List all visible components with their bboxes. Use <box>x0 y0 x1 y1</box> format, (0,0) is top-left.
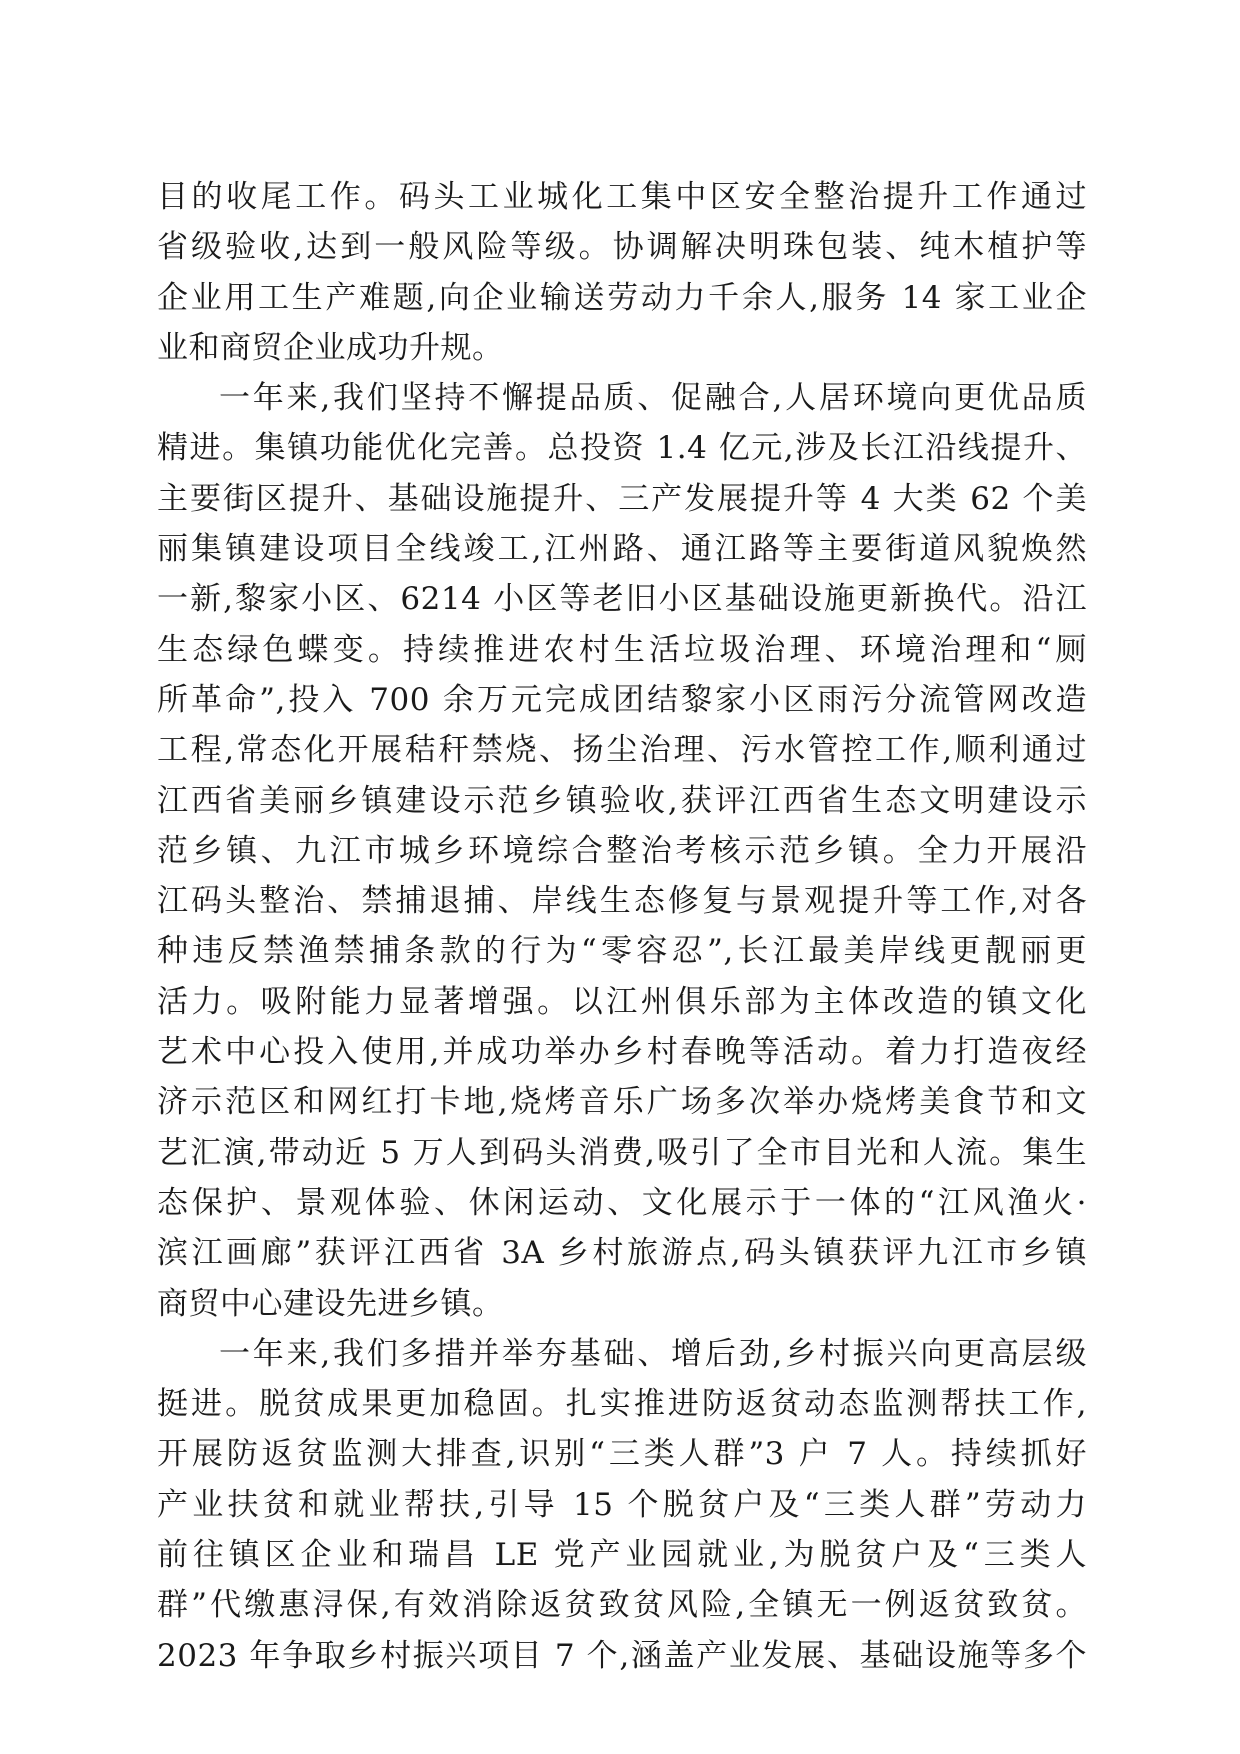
text-line: 济示范区和网红打卡地,烧烤音乐广场多次举办烧烤美食节和文 <box>157 1084 1087 1121</box>
text-line: 范乡镇、九江市城乡环境综合整治考核示范乡镇。全力开展沿 <box>157 832 1087 869</box>
text-line: 一新,黎家小区、6214 小区等老旧小区基础设施更新换代。沿江 <box>157 581 1087 618</box>
text-line: 江码头整治、禁捕退捕、岸线生态修复与景观提升等工作,对各 <box>157 883 1087 920</box>
text-line: 企业用工生产难题,向企业输送劳动力千余人,服务 14 家工业企 <box>157 279 1087 316</box>
text-line: 生态绿色蝶变。持续推进农村生活垃圾治理、环境治理和“厕 <box>157 631 1087 668</box>
text-line: 种违反禁渔禁捕条款的行为“零容忍”,长江最美岸线更靓丽更 <box>157 933 1087 970</box>
text-line: 艺术中心投入使用,并成功举办乡村春晚等活动。着力打造夜经 <box>157 1034 1087 1071</box>
text-line: 活力。吸附能力显著增强。以江州俱乐部为主体改造的镇文化 <box>157 983 1087 1020</box>
text-line: 目的收尾工作。码头工业城化工集中区安全整治提升工作通过 <box>157 179 1087 215</box>
text-line: 商贸中心建设先进乡镇。 <box>157 1285 504 1322</box>
text-line: 艺汇演,带动近 5 万人到码头消费,吸引了全市目光和人流。集生 <box>157 1134 1087 1171</box>
text-line: 工程,常态化开展秸秆禁烧、扬尘治理、污水管控工作,顺利通过 <box>157 732 1087 769</box>
text-line: 开展防返贫监测大排查,识别“三类人群”3 户 7 人。持续抓好 <box>157 1436 1087 1473</box>
text-line: 前往镇区企业和瑞昌 LE 党产业园就业,为脱贫户及“三类人 <box>157 1537 1087 1574</box>
body-text <box>157 172 1087 1681</box>
text-line: 产业扶贫和就业帮扶,引导 15 个脱贫户及“三类人群”劳动力 <box>157 1486 1087 1523</box>
paragraph-start-line: 一年来,我们多措并举夯基础、增后劲,乡村振兴向更高层级 <box>219 1335 1087 1372</box>
text-line: 滨江画廊”获评江西省 3A 乡村旅游点,码头镇获评九江市乡镇 <box>157 1235 1087 1272</box>
text-line: 2023 年争取乡村振兴项目 7 个,涵盖产业发展、基础设施等多个 <box>157 1637 1087 1674</box>
text-line: 所革命”,投入 700 余万元完成团结黎家小区雨污分流管网改造 <box>157 681 1087 718</box>
text-line: 业和商贸企业成功升规。 <box>157 329 504 366</box>
text-line: 精进。集镇功能优化完善。总投资 1.4 亿元,涉及长江沿线提升、 <box>157 430 1087 467</box>
paragraph-start-line: 一年来,我们坚持不懈提品质、促融合,人居环境向更优品质 <box>219 380 1087 417</box>
text-line: 江西省美丽乡镇建设示范乡镇验收,获评江西省生态文明建设示 <box>157 782 1087 819</box>
text-line: 主要街区提升、基础设施提升、三产发展提升等 4 大类 62 个美 <box>157 480 1087 517</box>
text-line: 态保护、景观体验、休闲运动、文化展示于一体的“江风渔火· <box>157 1184 1087 1221</box>
text-line: 挺进。脱贫成果更加稳固。扎实推进防返贫动态监测帮扶工作, <box>157 1386 1087 1423</box>
text-line: 丽集镇建设项目全线竣工,江州路、通江路等主要街道风貌焕然 <box>157 531 1087 568</box>
text-line: 省级验收,达到一般风险等级。协调解决明珠包装、纯木植护等 <box>157 229 1087 266</box>
text-line: 群”代缴惠浔保,有效消除返贫致贫风险,全镇无一例返贫致贫。 <box>157 1587 1087 1624</box>
